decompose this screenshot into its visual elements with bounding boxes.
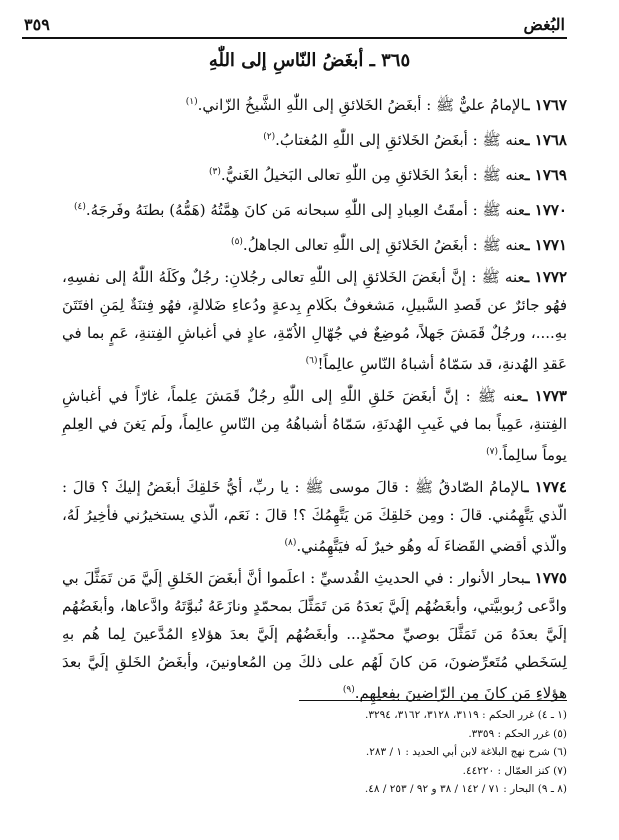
entry-text: أبغَضُ الخَلائقِ إلى اللّٰهِ المُغتابُ. (275, 131, 468, 149)
entry-number: ١٧٧٥ ـ (525, 569, 567, 587)
entry-speaker: عنه ﷺ : (472, 166, 526, 184)
footnote-ref: (٧) (486, 447, 498, 457)
entry-speaker: عنه ﷺ : (472, 131, 526, 149)
header-rule (22, 37, 567, 39)
footnote-ref: (٩) (342, 685, 355, 695)
entry-speaker: عنه ﷺ : (471, 268, 525, 286)
hadith-entry (62, 123, 567, 154)
footnote-ref: (٨) (284, 538, 297, 548)
hadith-entry (62, 263, 567, 378)
page-number: ٣٥٩ (24, 14, 50, 34)
entry-number: ١٧٧١ ـ (525, 236, 567, 254)
hadith-entry (62, 473, 567, 560)
footnote-rule (299, 700, 567, 701)
entry-number: ١٧٦٩ ـ (525, 166, 567, 184)
hadith-entry (62, 158, 567, 189)
entry-text: في الحديثِ القُدسيِّ : اعلَموا أنَّ أبغَضَ الخَلقِ إلَيَّ مَن تَمَثَّلَ بي وادَّعى رُبوبيَّتي، وأبغَضُهُم إلَيَّ بَعدَهُ مَن تَمَثَّلَ بمحمّدٍ ونازَعَهُ نُبوَّتَهُ وادَّعاها، وأبغَضُهُم إلَيَّ بعدَهُ مَن تَمَثَّلَ بوصيِّ محمّدٍ... وأبغَضُهُم إلَيَّ بعدَ هؤلاءِ المُدَّعينَ لِما هُم بهِ لِسَخَطي مُتَعرِّضونَ، مَن كانَ لَهُم على ذلكَ مِن المُعاونينَ، وأبغَضُ الخَلقِ إلَيَّ بعدَ هؤلاءِ مَن كانَ مِن الرّاضينَ بفِعلِهِم. (62, 569, 567, 702)
entry-number: ١٧٦٨ ـ (525, 131, 567, 149)
section-title: ٣٦٥ ـ أبغَضُ النّاسِ إلى اللّٰهِ (208, 50, 411, 71)
footnote: (٦) شرح نهج البلاغة لابن أبي الحديد : ١ / ٢٨٣. (365, 746, 567, 758)
hadith-entry (62, 228, 567, 259)
footnotes (62, 706, 567, 799)
entry-number: ١٧٧٤ ـ (524, 478, 567, 496)
entry-speaker: عنه ﷺ : (472, 201, 526, 219)
entry-text: إنَّ أبغَضَ خَلقِ اللّٰهِ إلى اللّٰهِ رجُلٌ قَمَشَ عِلماً، غارّاً في أغباشِ الفِتنةِ، عَمِياً بما في غَيبِ الهُدنَةِ، سَمّاهُ أشباهُهُ مِن النّاسِ عالِماً، ولَم يَغنَ في العِلمِ يوماً سالِماً. (62, 387, 567, 464)
footnote-ref: (٤) (73, 202, 86, 212)
page-header (24, 12, 565, 36)
entry-speaker: الإمامُ عليٌّ ﷺ : (426, 96, 526, 114)
footnote-ref: (٥) (231, 237, 243, 247)
entry-text: أبعَدُ الخَلائقِ مِن اللّٰهِ تعالى البَخيلُ الغَنيُّ. (220, 166, 468, 184)
entry-text: إنَّ أبغَضَ الخَلائقِ إلى اللّٰهِ تعالى رجُلانِ: رجُلٌ وكَلَهُ اللّٰهُ إلى نفسِهِ، فهُو جائرٌ عن قَصدِ السَّبيلِ، مَشغوفٌ بكَلامِ بِدعةٍ ودُعاءِ ضَلالةٍ، فهُو فِتنَةٌ لِمَنِ افتَتَنَ بهِ....، ورجُلٌ قَمَشَ جَهلاً، مُوضِعٌ في جُهّالِ الاُمّةِ، عادٍ في أغباشِ الفِتنةِ، عَمٍ بما في عَقدِ الهُدنةِ، قد سَمّاهُ أشباهُ النّاسِ عالِماً! (62, 268, 567, 373)
entry-speaker: عنه ﷺ : (472, 236, 526, 254)
entry-text: قالَ موسى ﷺ : يا ربِّ، أيُّ خَلقِكَ أبغَضُ إليكَ ؟ قالَ : الّذي يَتَّهِمُني. قالَ : ومِن خَلقِكَ مَن يَتَّهِمُكَ ؟! قالَ : نَعَم، الّذي يستخيرُني فأخِيرُ لَهُ، والّذي أقضي القَضاءَ لَه وهُو خيرٌ لَه فيَتَّهِمُني. (62, 478, 567, 555)
hadith-list (62, 88, 567, 711)
hadith-entry (62, 564, 567, 707)
hadith-entry (62, 193, 567, 224)
footnote-ref: (١) (185, 97, 198, 107)
entry-speaker: الإمامُ الصّادقُ ﷺ : (404, 478, 525, 496)
hadith-entry (62, 382, 567, 469)
footnote: (١ ـ ٤) غرر الحكم : ٣١١٩، ٣١٢٨، ٣١٦٢، ٣٢٩٤. (365, 709, 567, 721)
footnote-ref: (٣) (208, 167, 221, 177)
entry-number: ١٧٦٧ ـ (525, 96, 567, 114)
entry-speaker: بحار الأنوار : (448, 569, 526, 587)
entry-number: ١٧٧٠ ـ (525, 201, 567, 219)
entry-number: ١٧٧٢ ـ (524, 268, 568, 286)
entry-number: ١٧٧٣ ـ (522, 387, 567, 405)
entry-text: أمقَتُ العِبادِ إلى اللّٰهِ سبحانه مَن كانَ هِمَّتُهُ (هَمُّهُ) بطنَهُ وفَرجَهُ. (85, 201, 468, 219)
footnote: (٧) كنز العمّال : ٤٤٢٢٠. (462, 764, 567, 777)
entry-text: أبغَضُ الخَلائقِ إلى اللّٰهِ تعالى الجاهلُ. (242, 236, 468, 254)
entry-speaker: عنه ﷺ : (465, 387, 523, 405)
footnote-ref: (٦) (305, 356, 318, 366)
footnote: (٥) غرر الحكم : ٣٣٥٩. (468, 727, 567, 740)
hadith-entry (62, 88, 567, 119)
footnote: (٨ ـ ٩) البحار : ٧١ / ١٤٢ / ٣٨ و ٩٢ / ٢٥٣ / ٤٨. (364, 783, 567, 795)
entry-text: أبغَضُ الخَلائقِ إلى اللّٰهِ الشَّيخُ الزّاني. (197, 96, 422, 114)
running-title: البُغض (523, 14, 565, 34)
footnote-ref: (٢) (263, 132, 276, 142)
